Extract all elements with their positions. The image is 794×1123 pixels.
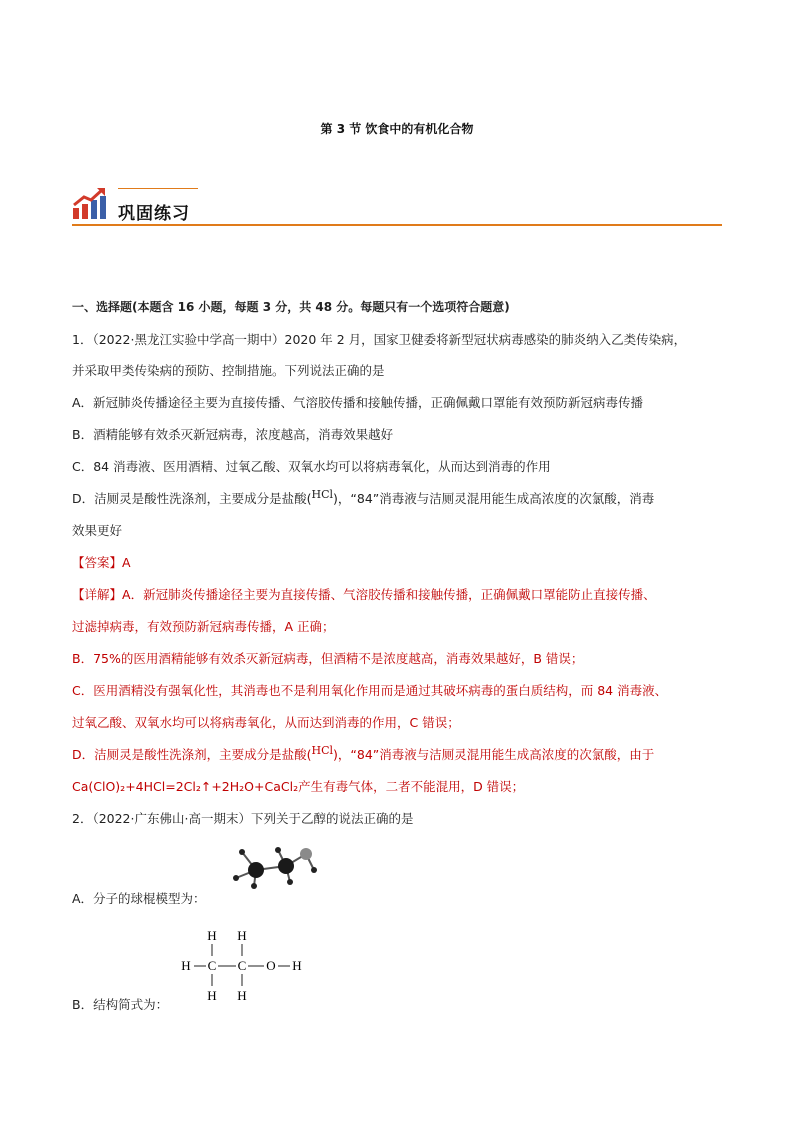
q1-detail-line6 (72, 746, 654, 765)
formula-atom: H (292, 958, 302, 973)
chart-growth-icon (72, 186, 108, 220)
formula-atom: C (207, 958, 217, 973)
q1-stem-line1: 1．（2022·黑龙江实验中学高一期中）2020 年 2 月，国家卫健委将新型冠状病毒感染的肺炎纳入乙类传染病， (72, 332, 687, 347)
q1-stem-line2: 并采取甲类传染病的预防、控制措施。下列说法正确的是 (72, 363, 385, 378)
page-title: 第 3 节 饮食中的有机化合物 (320, 122, 474, 136)
formula-atom: H (181, 958, 191, 973)
formula-atom: C (237, 958, 247, 973)
formula-atom: H (237, 988, 247, 1003)
banner-rule (72, 224, 722, 226)
detail-tag: 【详解】 (72, 587, 123, 602)
q1-option-b: B．酒精能够有效杀灭新冠病毒，浓度越高，消毒效果越好 (72, 427, 394, 442)
banner-heading: 巩固练习 (118, 204, 190, 224)
q1-detail-line5: 过氧乙酸、双氧水均可以将病毒氧化，从而达到消毒的作用，C 错误； (72, 715, 460, 730)
section-heading: 一、选择题(本题含 16 小题，每题 3 分，共 48 分。每题只有一个选项符合题意) (72, 300, 510, 314)
detail-text: A．新冠肺炎传播途径主要为直接传播、气溶胶传播和接触传播，正确佩戴口罩能防止直接传播、 (122, 587, 656, 602)
answer-value: A (122, 555, 131, 570)
q1-detail-line4: C．医用酒精没有强氧化性，其消毒也不是利用氧化作用而是通过其破坏病毒的蛋白质结构，而 84 消毒液、 (72, 683, 668, 698)
detail6-pre: D．洁厕灵是酸性洗涤剂，主要成分是盐酸( (72, 747, 312, 762)
formula-atom: O (266, 958, 276, 973)
banner-top-rule (118, 188, 198, 189)
q1-option-d-post: )，“84”消毒液与洁厕灵混用能生成高浓度的次氯酸，消毒 (333, 491, 655, 506)
q1-option-d (72, 490, 654, 509)
q1-option-d-pre: D．洁厕灵是酸性洗涤剂，主要成分是盐酸( (72, 491, 312, 506)
q2-stem: 2．（2022·广东佛山·高一期末）下列关于乙醇的说法正确的是 (72, 811, 414, 826)
hcl-formula: HCl (311, 488, 334, 501)
detail6-post: )，“84”消毒液与洁厕灵混用能生成高浓度的次氯酸，由于 (333, 747, 655, 762)
ball-and-stick-model (226, 842, 322, 890)
q1-detail-line2: 过滤掉病毒，有效预防新冠病毒传播，A 正确； (72, 619, 335, 634)
q2-option-a: A．分子的球棍模型为： (72, 891, 206, 906)
q1-option-c: C．84 消毒液、医用酒精、过氧乙酸、双氧水均可以将病毒氧化，从而达到消毒的作用 (72, 459, 551, 474)
hcl-formula: HCl (311, 744, 334, 757)
structural-formula (176, 926, 316, 1006)
q2-option-b: B．结构简式为： (72, 997, 169, 1012)
q1-option-d-line2: 效果更好 (72, 523, 123, 538)
formula-atom: H (207, 928, 217, 943)
q1-detail-line7: Ca(ClO)₂+4HCl=2Cl₂↑+2H₂O+CaCl₂产生有毒气体，二者不能混用，D 错误； (72, 779, 525, 794)
formula-atom: H (237, 928, 247, 943)
q1-option-a: A．新冠肺炎传播途径主要为直接传播、气溶胶传播和接触传播，正确佩戴口罩能有效预防新冠病毒传播 (72, 395, 644, 410)
formula-atom: H (207, 988, 217, 1003)
q1-detail-line3: B．75%的医用酒精能够有效杀灭新冠病毒，但酒精不是浓度越高，消毒效果越好，B 错误； (72, 651, 584, 666)
answer-tag: 【答案】 (72, 555, 123, 570)
q1-detail-line1 (72, 586, 656, 604)
q1-answer (72, 554, 131, 572)
